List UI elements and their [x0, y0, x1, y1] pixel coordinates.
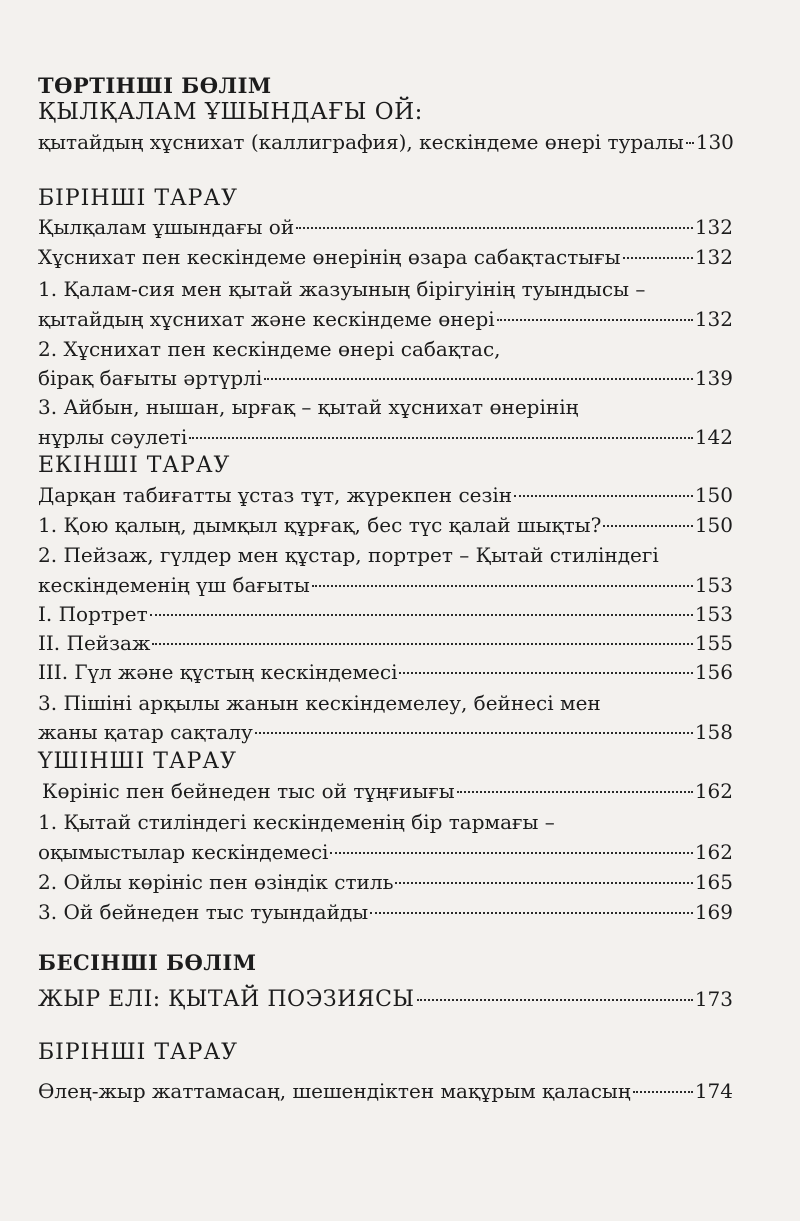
dot-leader [330, 852, 692, 854]
toc-entry[interactable] [38, 573, 733, 597]
toc-entry-text: қытайдың хұснихат және кескіндеме өнері [38, 307, 495, 331]
toc-entry-text: нұрлы сәулеті [38, 425, 188, 449]
toc-entry-first-line: 3. Пішіні арқылы жанын кескіндемелеу, бейнесі мен [38, 691, 601, 715]
page-number: 153 [694, 573, 733, 597]
page-number: 169 [694, 900, 733, 924]
toc-entry[interactable] [38, 1079, 733, 1103]
dot-leader [296, 227, 693, 229]
page-number: 162 [694, 840, 733, 864]
page-number: 174 [694, 1079, 733, 1103]
dot-leader [312, 585, 693, 587]
page-number: 165 [694, 870, 733, 894]
part-heading: ТӨРТІНШІ БӨЛІМ [38, 73, 272, 98]
toc-entry-text: 2. Ойлы көрініс пен өзіндік стиль [38, 870, 394, 894]
toc-entry-text: кескіндеменің үш бағыты [38, 573, 310, 597]
page-number: 142 [694, 425, 733, 449]
toc-entry[interactable] [38, 900, 733, 924]
toc-entry[interactable] [42, 779, 733, 803]
dot-leader [623, 257, 693, 259]
toc-entry-text: 1. Қою қалың, дымқыл құрғақ, бес түс қалай шықты? [38, 513, 602, 537]
dot-leader [370, 912, 693, 914]
toc-entry-first-line: 2. Хұснихат пен кескіндеме өнері сабақтас, [38, 337, 501, 361]
toc-entry[interactable] [38, 307, 733, 331]
chapter-heading: БІРІНШІ ТАРАУ [38, 1040, 239, 1065]
toc-entry[interactable] [38, 987, 733, 1012]
toc-entry[interactable] [38, 215, 733, 239]
part-heading: БЕСІНШІ БӨЛІМ [38, 950, 257, 975]
toc-entry-first-line: 2. Пейзаж, гүлдер мен құстар, портрет – Қытай стиліндегі [38, 543, 659, 567]
toc-entry[interactable] [38, 840, 733, 864]
chapter-heading: ҮШІНШІ ТАРАУ [38, 749, 237, 774]
dot-leader [417, 999, 693, 1001]
dot-leader [686, 142, 694, 144]
toc-entry[interactable] [38, 631, 733, 655]
toc-entry-text: Өлең-жыр жаттамасаң, шешендіктен мақұрым қаласың [38, 1079, 631, 1103]
toc-entry-text: оқымыстылар кескіндемесі [38, 840, 329, 864]
page-number: 155 [694, 631, 733, 655]
dot-leader [264, 378, 693, 380]
toc-entry-text: І. Портрет [38, 602, 148, 626]
toc-entry-text: Көрініс пен бейнеден тыс ой тұңғиығы [42, 779, 455, 803]
dot-leader [150, 614, 693, 616]
toc-entry[interactable] [38, 130, 733, 154]
toc-entry-text: 3. Ой бейнеден тыс туындайды [38, 900, 369, 924]
part-title: ЖЫР ЕЛІ: ҚЫТАЙ ПОЭЗИЯСЫ [38, 987, 415, 1012]
page-number: 158 [694, 720, 733, 744]
toc-entry-text: Хұснихат пен кескіндеме өнерінің өзара сабақтастығы [38, 245, 621, 269]
page-number: 156 [694, 660, 733, 684]
page-number: 173 [694, 987, 733, 1011]
toc-entry-text: қытайдың хұснихат (каллиграфия), кескіндеме өнері туралы [38, 130, 684, 154]
toc-entry-text: Қылқалам ұшындағы ой [38, 215, 295, 239]
dot-leader [399, 672, 692, 674]
toc-entry[interactable] [38, 245, 733, 269]
dot-leader [633, 1091, 693, 1093]
toc-entry-text: бірақ бағыты әртүрлі [38, 366, 263, 390]
toc-entry[interactable] [38, 660, 733, 684]
dot-leader [152, 643, 692, 645]
toc-entry[interactable] [38, 513, 733, 537]
dot-leader [457, 791, 693, 793]
toc-entry[interactable] [38, 366, 733, 390]
page-number: 132 [694, 245, 733, 269]
page-number: 153 [694, 602, 733, 626]
toc-entry-text: ІІІ. Гүл және құстың кескіндемесі [38, 660, 398, 684]
page-number: 150 [694, 513, 733, 537]
chapter-heading: БІРІНШІ ТАРАУ [38, 186, 239, 211]
toc-entry-text: жаны қатар сақталу [38, 720, 253, 744]
dot-leader [189, 437, 693, 439]
page-number: 130 [695, 130, 734, 154]
toc-entry-text: Дарқан табиғатты ұстаз тұт, жүрекпен сезін [38, 483, 513, 507]
toc-entry[interactable] [38, 720, 733, 744]
toc-entry[interactable] [38, 425, 733, 449]
dot-leader [255, 732, 693, 734]
toc-entry-first-line: 3. Айбын, нышан, ырғақ – қытай хұснихат өнерінің [38, 395, 579, 419]
page-number: 132 [694, 307, 733, 331]
dot-leader [603, 525, 692, 527]
page-number: 139 [694, 366, 733, 390]
dot-leader [497, 319, 693, 321]
toc-entry-text: ІІ. Пейзаж [38, 631, 151, 655]
toc-entry[interactable] [38, 483, 733, 507]
dot-leader [395, 882, 692, 884]
dot-leader [514, 495, 693, 497]
toc-entry-first-line: 1. Қалам-сия мен қытай жазуының бірігуінің туындысы – [38, 277, 646, 301]
toc-entry[interactable] [38, 602, 733, 626]
page-number: 132 [694, 215, 733, 239]
page-number: 162 [694, 779, 733, 803]
page-number: 150 [694, 483, 733, 507]
toc-entry-first-line: 1. Қытай стиліндегі кескіндеменің бір тармағы – [38, 810, 555, 834]
part-title: ҚЫЛҚАЛАМ ҰШЫНДАҒЫ ОЙ: [38, 99, 423, 125]
chapter-heading: ЕКІНШІ ТАРАУ [38, 453, 231, 478]
toc-entry[interactable] [38, 870, 733, 894]
